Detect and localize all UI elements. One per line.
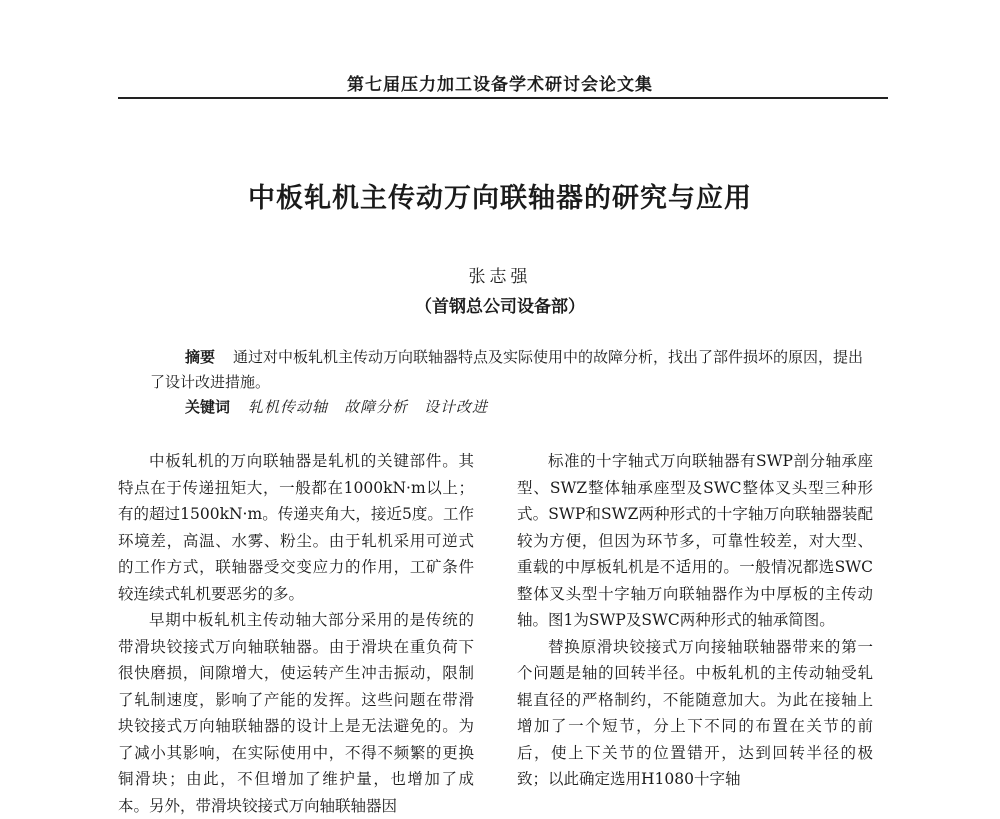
keywords-label: 关键词 <box>185 398 231 416</box>
body-paragraph: 早期中板轧机主传动轴大部分采用的是传统的带滑块铰接式万向轴联轴器。由于滑块在重负荷下很快磨损，间隙增大，使运转产生冲击振动，限制了轧制速度，影响了产能的发挥。这些问题在带滑块铰接式万向轴联轴器的设计上是无法避免的。为了减小其影响，在实际使用中，不得不频繁的更换铜滑块；由此，不但增加了维护量，也增加了成本。另外，带滑块铰接式万向轴联轴器因 <box>118 611 474 815</box>
abstract-line-1 <box>150 345 870 370</box>
body-column-right <box>517 448 873 793</box>
body-paragraph: 标准的十字轴式万向联轴器有SWP剖分轴承座型、SWZ整体轴承座型及SWC整体叉头型三种形式。SWP和SWZ两种形式的十字轴万向联轴器装配较为方便，但因为环节多，可靠性较差，对大型、重载的中厚板轧机是不适用的。一般情况都选SWC整体叉头型十字轴万向联轴器作为中厚板的主传动轴。图1为SWP及SWC两种形式的轴承简图。 <box>517 452 873 629</box>
body-column-left <box>118 448 474 819</box>
keywords-text: 轧机传动轴 故障分析 设计改进 <box>248 398 489 416</box>
body-paragraph: 替换原滑块铰接式万向接轴联轴器带来的第一个问题是轴的回转半径。中板轧机的主传动轴受轧辊直径的严格制约，不能随意加大。为此在接轴上增加了一个短节，分上下不同的布置在关节的前后，使上下关节的位置错开，达到回转半径的极致；以此确定选用H1080十字轴 <box>517 637 873 788</box>
header-rule <box>118 97 888 99</box>
abstract-text-1: 通过对中板轧机主传动万向联轴器特点及实际使用中的故障分析，找出了部件损坏的原因，提出 <box>233 348 864 366</box>
abstract-block <box>150 345 870 420</box>
abstract-label: 摘要 <box>185 348 216 366</box>
paper-title: 中板轧机主传动万向联轴器的研究与应用 <box>248 183 752 214</box>
running-header: 第七届压力加工设备学术研讨会论文集 <box>347 75 653 95</box>
keywords-line <box>150 395 870 420</box>
abstract-line-2: 了设计改进措施。 <box>150 373 271 391</box>
author-name: 张志强 <box>468 267 532 287</box>
author-affiliation: （首钢总公司设备部） <box>415 297 585 317</box>
body-paragraph: 中板轧机的万向联轴器是轧机的关键部件。其特点在于传递扭矩大，一般都在1000kN·m以上；有的超过1500kN·m。传递夹角大，接近5度。工作环境差，高温、水雾、粉尘。由于轧机采用可逆式的工作方式，联轴器受交变应力的作用，工矿条件较连续式轧机要恶劣的多。 <box>118 452 474 603</box>
